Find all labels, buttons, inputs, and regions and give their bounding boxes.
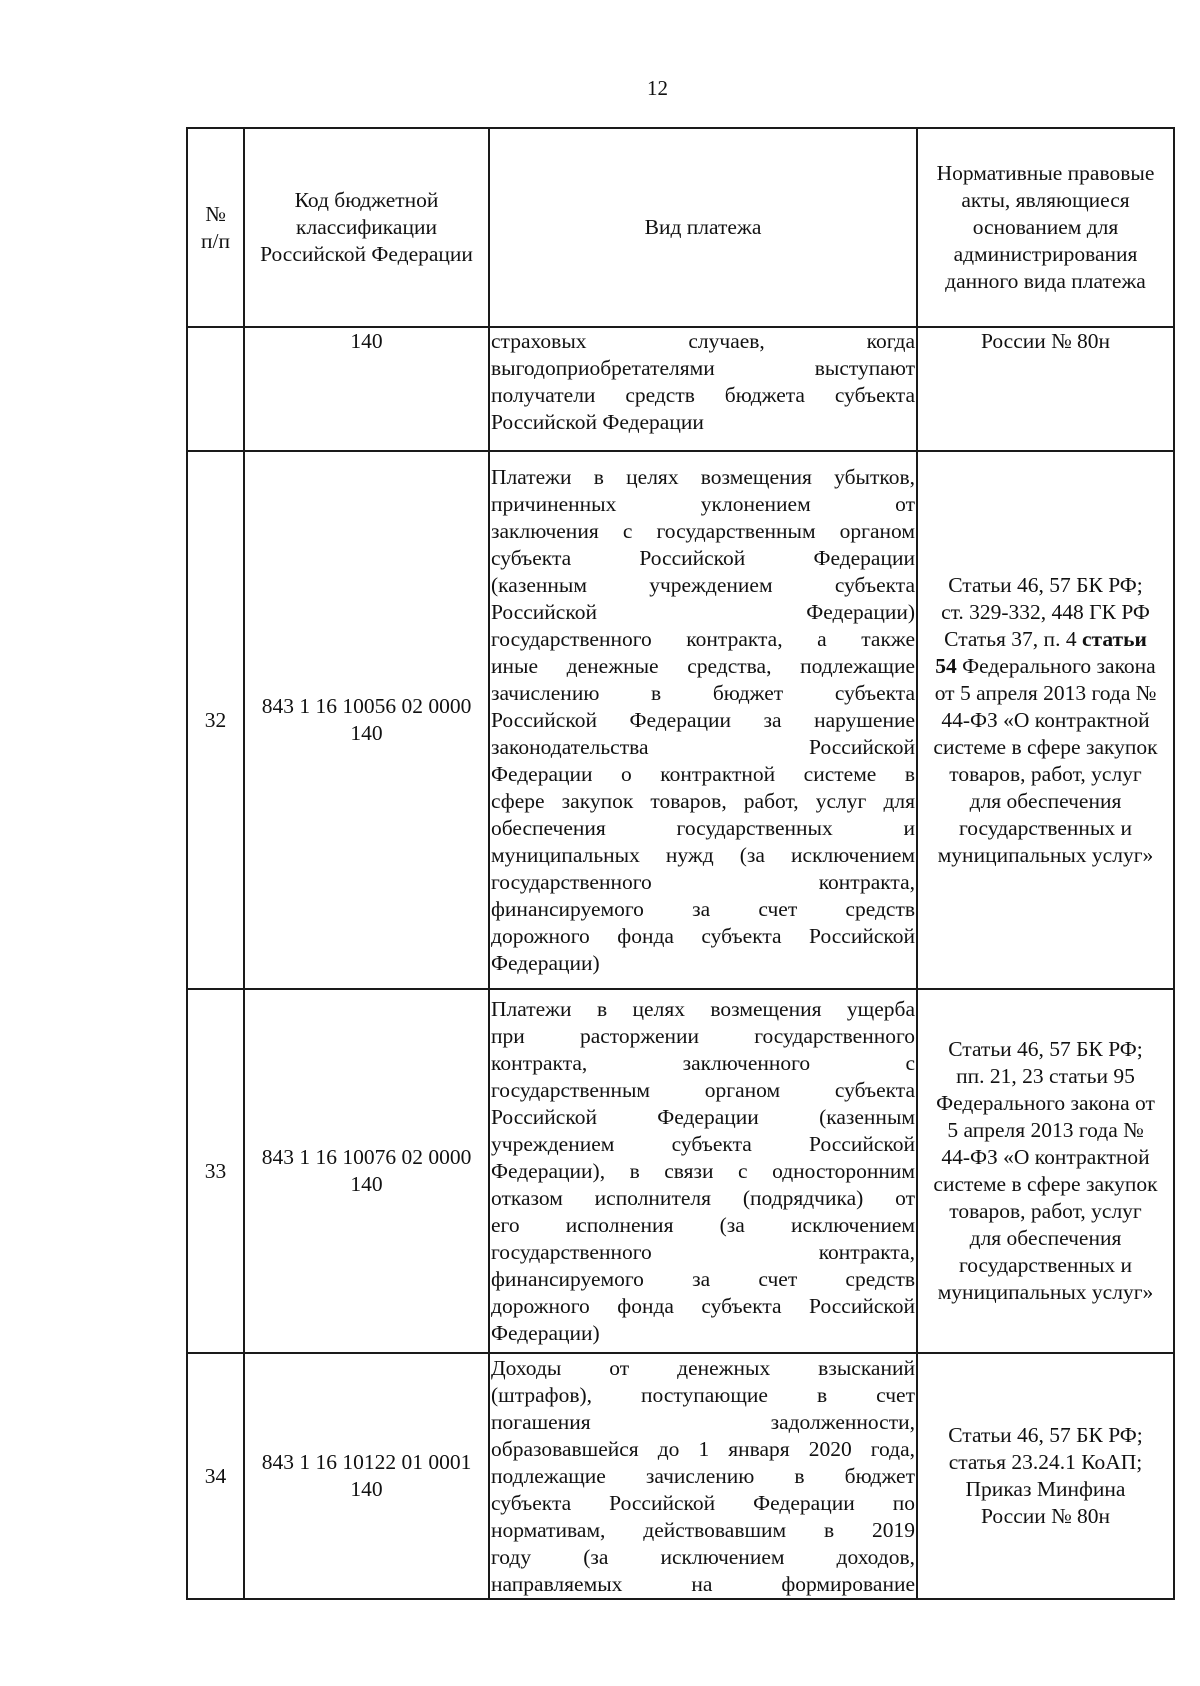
row-num: 34 <box>187 1353 244 1599</box>
row-payment: Платежи в целях возмещения ущерба при расторжении государственного контракта, заключенного с государственным органом субъекта Российской Федерации (казенным учреждением субъекта Российской Федерации), в связи с односторонним отказом исполнителя (подрядчика) от его исполнения (за исключением государственного контракта, финансируемого за счет средств дорожного фонда субъекта Российской Федерации) <box>489 989 917 1353</box>
row-payment: Платежи в целях возмещения убытков, причиненных уклонением от заключения с государственным органом субъекта Российской Федерации (казенным учреждением субъекта Российской Федерации) государственного контракта, а также иные денежные средства, подлежащие зачислению в бюджет субъекта Российской Федерации за нарушение законодательства Российской Федерации о контрактной системе в сфере закупок товаров, работ, услуг для обеспечения государственных и муниципальных нужд (за исключением государственного контракта, финансируемого за счет средств дорожного фонда субъекта Российской Федерации) <box>489 451 917 989</box>
row-payment: страховых случаев, когда выгодоприобретателями выступают получатели средств бюджета субъекта Российской Федерации <box>489 327 917 451</box>
row-code: 140 <box>244 327 489 451</box>
table-row <box>187 1353 1174 1599</box>
row-num: 32 <box>187 451 244 989</box>
row-acts: Статьи 46, 57 БК РФ; ст. 329-332, 448 ГК РФ Статья 37, п. 4 статьи 54 Федерального закона от 5 апреля 2013 года № 44-ФЗ «О контрактной системе в сфере закупок товаров, работ, услуг для обеспечения государственных и муниципальных услуг» <box>917 451 1174 989</box>
row-payment: Доходы от денежных взысканий (штрафов), поступающие в счет погашения задолженности, образовавшейся до 1 января 2020 года, подлежащие зачислению в бюджет субъекта Российской Федерации по нормативам, действовавшим в 2019 году (за исключением доходов, направляемых на формирование <box>489 1353 917 1599</box>
row-acts: России № 80н <box>917 327 1174 451</box>
header-num: № п/п <box>187 128 244 327</box>
row-acts: Статьи 46, 57 БК РФ; пп. 21, 23 статьи 95 Федерального закона от 5 апреля 2013 года № 44-ФЗ «О контрактной системе в сфере закупок товаров, работ, услуг для обеспечения государственных и муниципальных услуг» <box>917 989 1174 1353</box>
budget-classification-table <box>186 127 1175 1600</box>
table-row <box>187 451 1174 989</box>
table-header-row <box>187 128 1174 327</box>
row-num: 33 <box>187 989 244 1353</box>
page-number: 12 <box>647 76 668 100</box>
table-row <box>187 327 1174 451</box>
row-code: 843 1 16 10056 02 0000 140 <box>244 451 489 989</box>
header-acts: Нормативные правовые акты, являющиеся основанием для администрирования данного вида платежа <box>917 128 1174 327</box>
table-row <box>187 989 1174 1353</box>
row-acts: Статьи 46, 57 БК РФ; статья 23.24.1 КоАП; Приказ Минфина России № 80н <box>917 1353 1174 1599</box>
row-code: 843 1 16 10076 02 0000 140 <box>244 989 489 1353</box>
row-code: 843 1 16 10122 01 0001 140 <box>244 1353 489 1599</box>
header-code: Код бюджетной классификации Российской Федерации <box>244 128 489 327</box>
header-payment: Вид платежа <box>489 128 917 327</box>
row-num <box>187 327 244 451</box>
